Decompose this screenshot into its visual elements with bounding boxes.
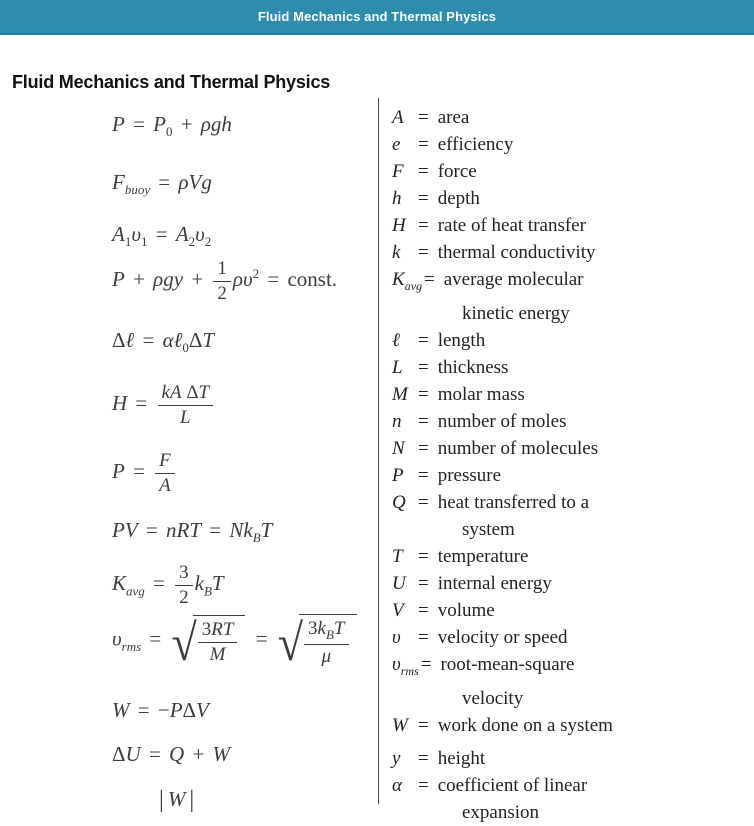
equals-sign: = <box>418 491 429 513</box>
equals-sign: = <box>418 714 429 736</box>
equation-heat-conduction-rate: H = $\frac{\text{kA ΔT}}{L}$ <box>112 382 215 429</box>
definition-text: depth <box>437 188 480 209</box>
definition-molar-mass <box>392 381 750 408</box>
definition-text: molar mass <box>437 383 525 405</box>
symbol: y <box>392 747 401 769</box>
symbol: N <box>392 437 405 459</box>
definition-text: coefficient of linear <box>437 774 588 796</box>
definition-height <box>392 745 750 772</box>
definition-text: thermal conductivity <box>437 242 596 263</box>
definition-text: pressure <box>437 464 502 486</box>
definition-rms-velocity <box>392 651 750 685</box>
symbol: W <box>392 714 408 736</box>
symbol: υ <box>392 626 401 648</box>
definition-length <box>392 327 750 354</box>
definition-depth <box>392 185 750 212</box>
equation-pressure: P = $\frac{F}{A}$ <box>112 450 177 497</box>
definition-text: thickness <box>437 356 509 378</box>
symbol: h <box>392 188 402 209</box>
definition-force <box>392 158 750 185</box>
definition-text: heat transferred to a <box>437 491 590 513</box>
definition-text: velocity or speed <box>437 626 568 648</box>
equation-rms-speed: $\upsilon_{rms}$ = √ $\frac{3RT}{M}$ = √ $\frac{3k_BT}{\mu}$ <box>112 614 359 668</box>
equals-sign: = <box>418 161 429 182</box>
symbol: Q <box>392 491 406 513</box>
definition-average-molecular-kinetic-energy-continued: kinetic energy <box>462 302 570 324</box>
equals-sign: = <box>420 653 432 675</box>
equals-sign: = <box>418 134 429 155</box>
equals-sign: = <box>418 599 429 621</box>
equals-sign: = <box>418 572 429 594</box>
definition-thickness <box>392 354 750 381</box>
equation-work-on-gas: W = −PΔV <box>112 698 209 722</box>
definition-number-of-molecules <box>392 435 750 462</box>
symbol: A <box>392 107 404 128</box>
symbol: L <box>392 356 403 378</box>
equation-linear-expansion: Δℓ = αℓ$_0$ΔT <box>112 328 215 356</box>
symbol: k <box>392 242 401 263</box>
symbol: F <box>392 161 404 182</box>
equals-sign: = <box>418 383 429 405</box>
definition-average-molecular-kinetic-energy <box>392 266 750 300</box>
equation-ideal-gas-law: PV = nRT = $Nk_BT$ <box>112 518 273 546</box>
symbol: e <box>392 134 401 155</box>
equals-sign: = <box>418 410 429 432</box>
symbol: P <box>392 464 404 486</box>
equals-sign: = <box>418 437 429 459</box>
definition-text: length <box>437 329 486 351</box>
page-title: Fluid Mechanics and Thermal Physics <box>12 72 331 92</box>
definition-coefficient-of-linear-expansion-continued: expansion <box>462 801 540 823</box>
definition-text: temperature <box>437 545 529 567</box>
definition-text: efficiency <box>437 134 514 155</box>
definition-heat-transferred <box>392 489 750 516</box>
symbol: α <box>392 774 402 796</box>
equals-sign: = <box>418 242 429 263</box>
definition-text: number of molecules <box>437 437 599 459</box>
equation-continuity: $A_1\upsilon_1 = A_2\upsilon_2$ <box>112 222 212 250</box>
definition-text: number of moles <box>437 410 567 432</box>
symbol: $K_{avg}$ <box>392 269 423 293</box>
definition-rms-velocity-continued: velocity <box>462 687 524 709</box>
symbol: T <box>392 545 403 567</box>
definition-text: average molecular <box>443 269 584 290</box>
header-title: Fluid Mechanics and Thermal Physics <box>257 9 497 24</box>
definition-heat-transferred-continued: system <box>462 518 515 540</box>
equation-efficiency-partial: | W | <box>159 787 195 813</box>
definition-internal-energy <box>392 570 750 597</box>
definition-area <box>392 104 750 131</box>
definition-volume <box>392 597 750 624</box>
definition-text: rate of heat transfer <box>437 215 586 236</box>
equals-sign: = <box>418 464 429 486</box>
equals-sign: = <box>418 626 429 648</box>
definition-text: volume <box>437 599 495 621</box>
definition-text: force <box>437 161 477 182</box>
definition-text: height <box>437 747 486 769</box>
definitions-column <box>392 104 750 826</box>
definition-pressure <box>392 462 750 489</box>
symbol: U <box>392 572 406 594</box>
definition-velocity <box>392 624 750 651</box>
definition-text: area <box>437 107 470 128</box>
definition-temperature <box>392 543 750 570</box>
symbol: $\upsilon_{rms}$ <box>392 653 419 678</box>
equals-sign: = <box>418 545 429 567</box>
definition-rate-of-heat-transfer <box>392 212 750 239</box>
symbol: H <box>392 215 406 236</box>
equals-sign: = <box>418 774 429 796</box>
definition-text: root-mean-square <box>440 653 575 675</box>
equals-sign: = <box>424 269 435 290</box>
definition-efficiency <box>392 131 750 158</box>
equation-average-kinetic-energy: $K_{avg}$ = $\frac{3}{2}$ $k_BT$ <box>112 562 224 608</box>
symbol: n <box>392 410 402 432</box>
equals-sign: = <box>418 188 429 209</box>
content-area <box>0 102 754 823</box>
equation-absolute-pressure: $P = P_0 + \rho gh$ <box>112 112 232 140</box>
equals-sign: = <box>418 107 429 128</box>
equals-sign: = <box>418 215 429 236</box>
definition-number-of-moles <box>392 408 750 435</box>
equation-first-law-thermodynamics: ΔU = Q + W <box>112 742 231 766</box>
definition-thermal-conductivity <box>392 239 750 266</box>
equals-sign: = <box>418 747 429 769</box>
symbol: M <box>392 383 408 405</box>
equation-buoyant-force: $F_{buoy} = \rho Vg$ <box>112 170 212 198</box>
equation-bernoulli: P + ρgy + $\frac{1}{2}$ $\rho\upsilon^2$ = const. <box>112 258 338 304</box>
definition-coefficient-of-linear-expansion <box>392 772 750 799</box>
symbol: V <box>392 599 404 621</box>
header-bar <box>0 0 754 35</box>
symbol: ℓ <box>392 329 400 351</box>
definition-work <box>392 712 750 739</box>
definition-text: work done on a system <box>437 714 613 736</box>
equals-sign: = <box>418 356 429 378</box>
column-divider <box>378 98 379 804</box>
equals-sign: = <box>418 329 429 351</box>
definition-text: internal energy <box>437 572 552 594</box>
